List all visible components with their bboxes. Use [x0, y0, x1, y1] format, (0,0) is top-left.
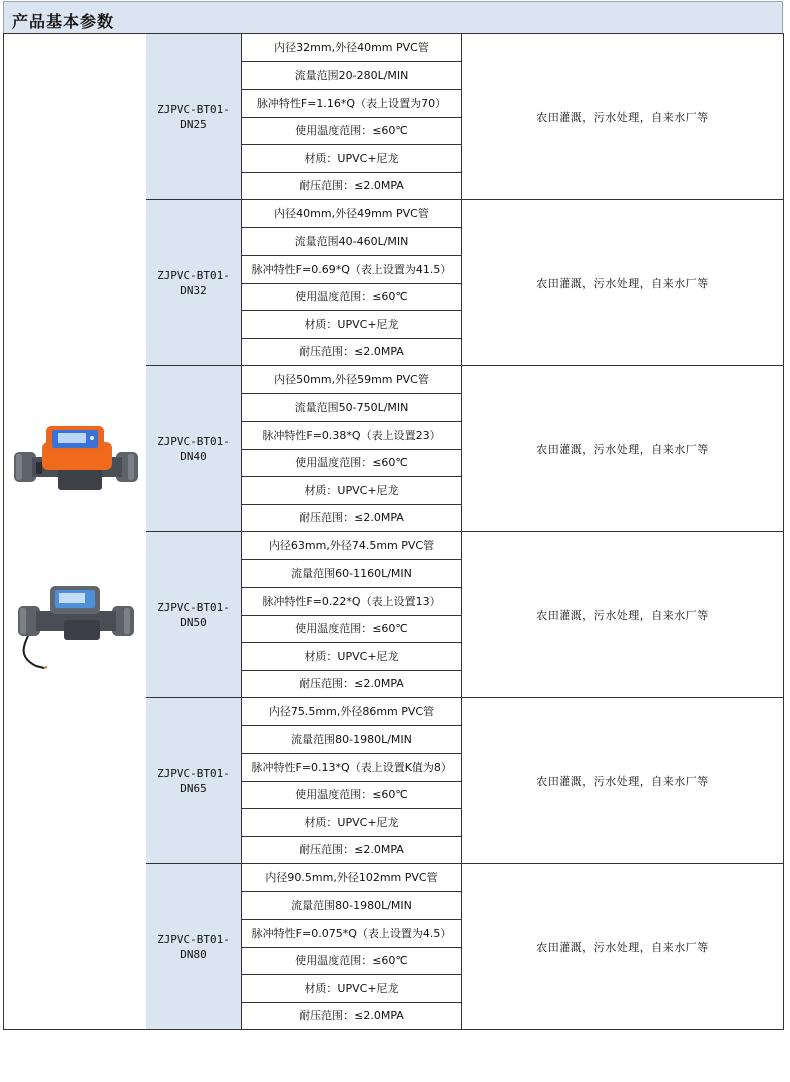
spec-row — [242, 339, 461, 366]
model-group — [146, 34, 783, 200]
spec-text: 耐压范围：≤2.0MPA — [299, 345, 404, 358]
model-cell — [146, 34, 242, 200]
application-cell — [461, 200, 783, 366]
application-cell — [461, 34, 783, 200]
application-text: 农田灌溉，污水处理，自来水厂等 — [536, 110, 709, 124]
application-text: 农田灌溉，污水处理，自来水厂等 — [536, 276, 709, 290]
spec-text: 流量范围40-460L/MIN — [294, 234, 409, 248]
spec-row — [242, 837, 461, 864]
model-line-1: ZJPVC-BT01- — [157, 932, 230, 946]
spec-text: 材质：UPVC+尼龙 — [304, 815, 399, 829]
model-group — [146, 532, 783, 698]
spec-row — [242, 892, 461, 920]
model-number — [154, 102, 234, 132]
spec-text: 材质：UPVC+尼龙 — [304, 151, 399, 165]
spec-text: 内径63mm,外径74.5mm PVC管 — [268, 538, 435, 552]
spec-row — [242, 118, 461, 145]
spec-row — [242, 366, 461, 394]
model-line-2: DN32 — [180, 283, 207, 297]
application-cell — [461, 864, 783, 1030]
product-image-column — [4, 34, 147, 1029]
spec-row — [242, 671, 461, 698]
spec-row — [242, 256, 461, 284]
spec-text: 使用温度范围：≤60℃ — [295, 622, 408, 635]
spec-row — [242, 754, 461, 782]
spec-row — [242, 588, 461, 616]
spec-row — [242, 616, 461, 643]
model-line-2: DN80 — [180, 947, 207, 961]
blue-flow-meter-photo — [14, 582, 140, 674]
spec-text: 内径32mm,外径40mm PVC管 — [274, 40, 429, 54]
spec-row — [242, 145, 461, 173]
spec-text: 脉冲特性F=1.16*Q（表上设置为70） — [256, 96, 447, 110]
spec-row — [242, 726, 461, 754]
spec-row — [242, 643, 461, 671]
model-line-2: DN65 — [180, 781, 207, 795]
spec-row — [242, 975, 461, 1003]
model-group — [146, 200, 783, 366]
model-number — [154, 600, 234, 630]
model-line-2: DN50 — [180, 615, 207, 629]
spec-row — [242, 782, 461, 809]
model-group — [146, 366, 783, 532]
spec-row — [242, 228, 461, 256]
spec-text: 流量范围50-750L/MIN — [294, 400, 409, 414]
spec-text: 流量范围80-1980L/MIN — [291, 898, 412, 912]
spec-text: 使用温度范围：≤60℃ — [295, 788, 408, 801]
spec-row — [242, 864, 461, 892]
application-cell — [461, 366, 783, 532]
spec-text: 使用温度范围：≤60℃ — [295, 954, 408, 967]
spec-text: 耐压范围：≤2.0MPA — [299, 1009, 404, 1022]
model-number — [154, 434, 234, 464]
spec-text: 脉冲特性F=0.22*Q（表上设置13） — [262, 594, 441, 608]
spec-text: 耐压范围：≤2.0MPA — [299, 179, 404, 192]
model-line-1: ZJPVC-BT01- — [157, 766, 230, 780]
spec-text: 材质：UPVC+尼龙 — [304, 317, 399, 331]
model-cell — [146, 200, 242, 366]
application-text: 农田灌溉，污水处理，自来水厂等 — [536, 774, 709, 788]
spec-row — [242, 1003, 461, 1030]
model-line-1: ZJPVC-BT01- — [157, 268, 230, 282]
spec-text: 耐压范围：≤2.0MPA — [299, 511, 404, 524]
section-title: 产品基本参数 — [12, 12, 115, 31]
spec-text: 内径90.5mm,外径102mm PVC管 — [265, 870, 438, 884]
orange-flow-meter-photo — [12, 422, 140, 500]
spec-text: 脉冲特性F=0.69*Q（表上设置为41.5） — [251, 262, 452, 276]
spec-text: 材质：UPVC+尼龙 — [304, 649, 399, 663]
model-cell — [146, 366, 242, 532]
model-line-1: ZJPVC-BT01- — [157, 600, 230, 614]
spec-row — [242, 394, 461, 422]
spec-row — [242, 560, 461, 588]
spec-row — [242, 450, 461, 477]
spec-text: 材质：UPVC+尼龙 — [304, 483, 399, 497]
application-text: 农田灌溉，污水处理，自来水厂等 — [536, 608, 709, 622]
model-number — [154, 268, 234, 298]
parameter-table — [3, 33, 784, 1030]
application-cell — [461, 698, 783, 864]
spec-row — [242, 422, 461, 450]
spec-row — [242, 698, 461, 726]
model-group — [146, 698, 783, 864]
application-cell — [461, 532, 783, 698]
spec-row — [242, 90, 461, 118]
spec-text: 流量范围20-280L/MIN — [294, 68, 409, 82]
section-header — [3, 1, 783, 34]
spec-row — [242, 948, 461, 975]
spec-text: 材质：UPVC+尼龙 — [304, 981, 399, 995]
model-cell — [146, 698, 242, 864]
spec-text: 内径50mm,外径59mm PVC管 — [274, 372, 429, 386]
spec-text: 耐压范围：≤2.0MPA — [299, 843, 404, 856]
spec-text: 脉冲特性F=0.13*Q（表上设置K值为8） — [251, 760, 452, 774]
spec-row — [242, 505, 461, 532]
spec-row — [242, 477, 461, 505]
spec-row — [242, 173, 461, 200]
model-line-1: ZJPVC-BT01- — [157, 102, 230, 116]
spec-text: 耐压范围：≤2.0MPA — [299, 677, 404, 690]
spec-text: 使用温度范围：≤60℃ — [295, 290, 408, 303]
model-number — [154, 766, 234, 796]
spec-row — [242, 200, 461, 228]
spec-text: 内径75.5mm,外径86mm PVC管 — [268, 704, 435, 718]
model-cell — [146, 864, 242, 1030]
spec-text: 流量范围80-1980L/MIN — [291, 732, 412, 746]
spec-row — [242, 920, 461, 948]
spec-text: 内径40mm,外径49mm PVC管 — [274, 206, 429, 220]
spec-row — [242, 34, 461, 62]
spec-row — [242, 532, 461, 560]
spec-text: 脉冲特性F=0.38*Q（表上设置23） — [262, 428, 441, 442]
spec-row — [242, 62, 461, 90]
spec-text: 使用温度范围：≤60℃ — [295, 456, 408, 469]
model-line-2: DN25 — [180, 117, 207, 131]
model-cell — [146, 532, 242, 698]
application-text: 农田灌溉，污水处理，自来水厂等 — [536, 940, 709, 954]
model-line-2: DN40 — [180, 449, 207, 463]
spec-row — [242, 284, 461, 311]
spec-text: 使用温度范围：≤60℃ — [295, 124, 408, 137]
model-line-1: ZJPVC-BT01- — [157, 434, 230, 448]
model-number — [154, 932, 234, 962]
spec-row — [242, 311, 461, 339]
spec-text: 脉冲特性F=0.075*Q（表上设置为4.5） — [251, 926, 452, 940]
spec-text: 流量范围60-1160L/MIN — [291, 566, 412, 580]
application-text: 农田灌溉，污水处理，自来水厂等 — [536, 442, 709, 456]
spec-row — [242, 809, 461, 837]
model-group — [146, 864, 783, 1030]
